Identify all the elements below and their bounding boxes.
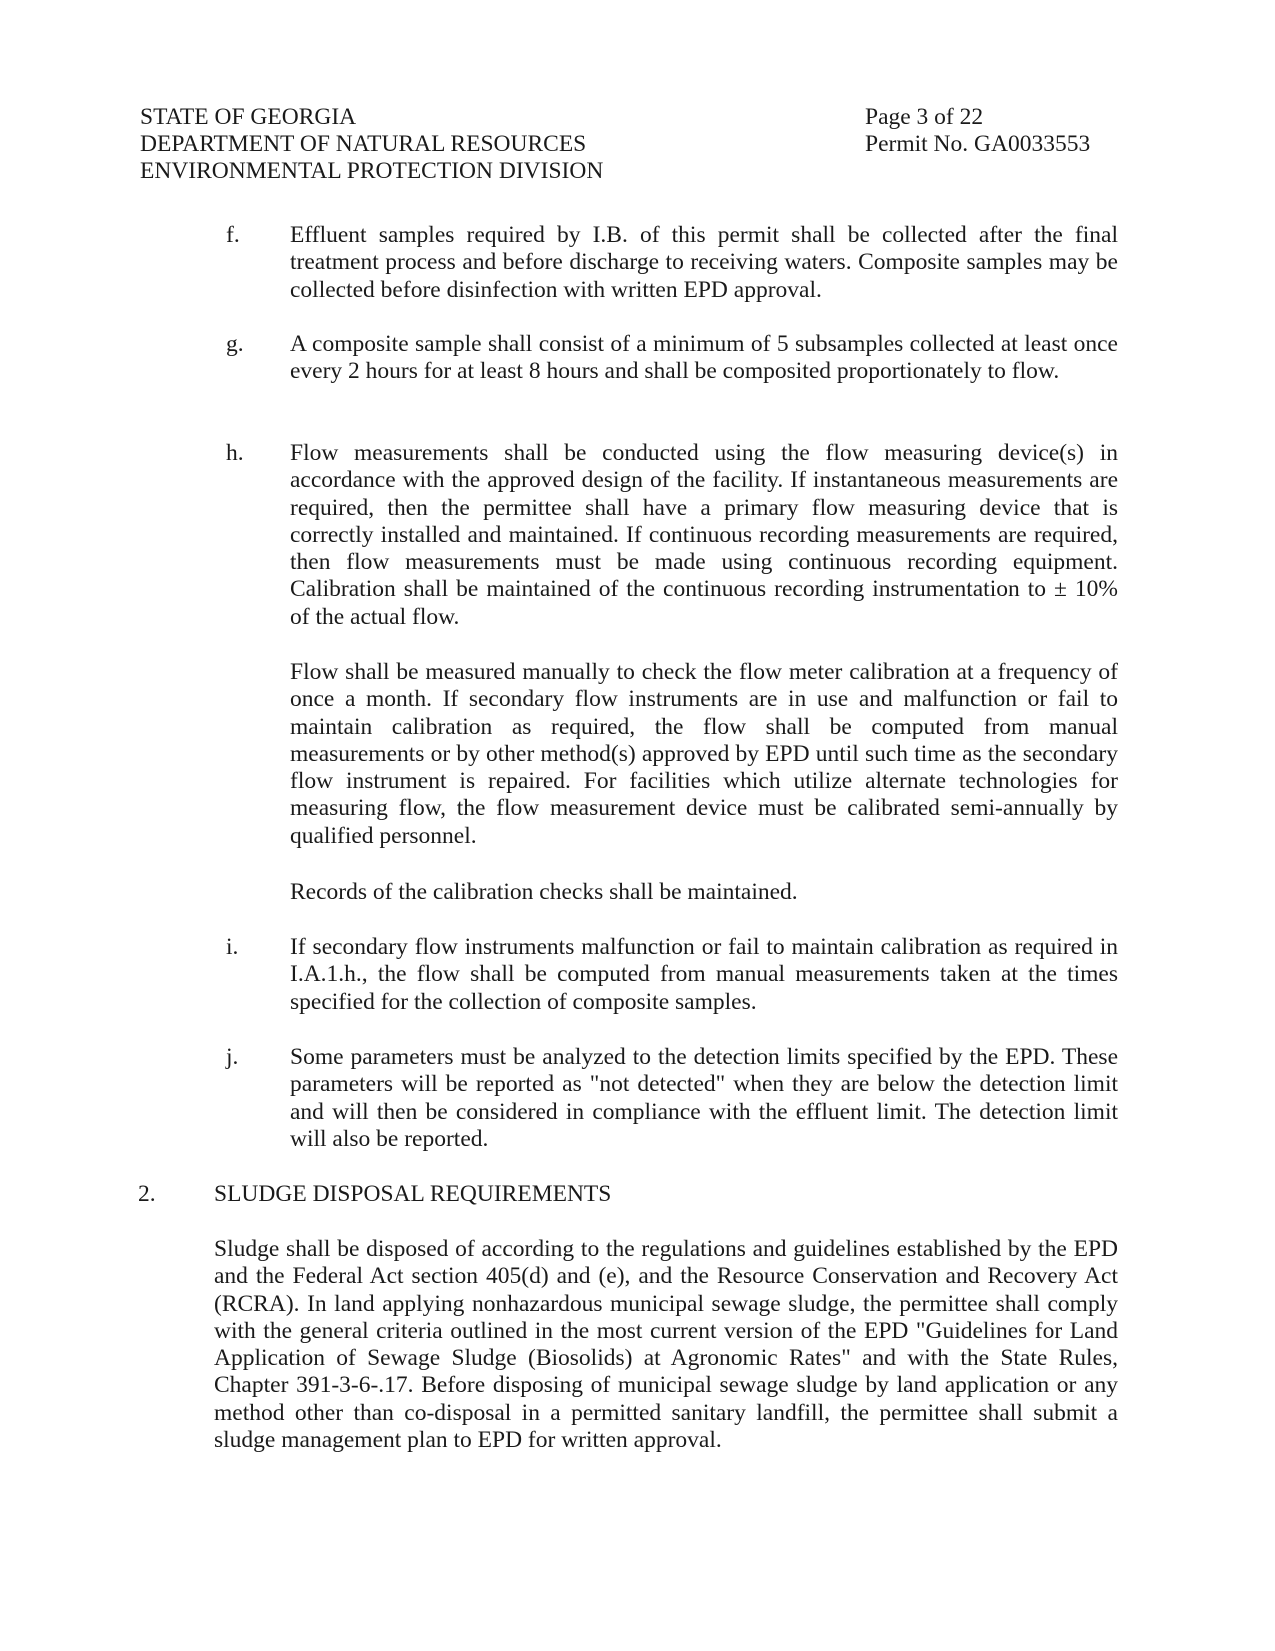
item-paragraph: Some parameters must be analyzed to the detection limits specified by the EPD. These parameters will be reported as "not detected" when they are below the detection limit and will then be considered in compliance with the effluent limit. The detection limit will also be reported. — [290, 1044, 1118, 1152]
item-marker: i. — [226, 934, 239, 960]
agency-header — [140, 104, 603, 185]
item-paragraph: Flow shall be measured manually to check the flow meter calibration at a frequency of once a month. If secondary flow instruments are in use and malfunction or fail to maintain calibration as required, the flow shall be computed from manual measurements or by other method(s) approved by EPD until such time as the secondary flow instrument is repaired. For facilities which utilize alternate technologies for measuring flow, the flow measurement device must be calibrated semi-annually by qualified personnel. — [290, 659, 1118, 849]
item-marker: j. — [226, 1044, 239, 1070]
page-number: Page 3 of 22 — [865, 104, 984, 130]
section-title: SLUDGE DISPOSAL REQUIREMENTS — [214, 1181, 612, 1207]
state-name: STATE OF GEORGIA — [140, 104, 357, 130]
section-number: 2. — [138, 1181, 156, 1207]
item-paragraph: If secondary flow instruments malfunction or fail to maintain calibration as required in I.A.1.h., the flow shall be computed from manual measurements taken at the times specified for the collection of composite samples. — [290, 934, 1118, 1015]
item-paragraph: Effluent samples required by I.B. of this permit shall be collected after the final treatment process and before discharge to receiving waters. Composite samples may be collected before disinfection with written EPD approval. — [290, 222, 1118, 303]
item-paragraph: A composite sample shall consist of a minimum of 5 subsamples collected at least once every 2 hours for at least 8 hours and shall be composited proportionately to flow. — [290, 331, 1118, 385]
permit-number: Permit No. GA0033553 — [865, 131, 1091, 157]
item-marker: g. — [226, 331, 244, 357]
department-name: DEPARTMENT OF NATURAL RESOURCES — [140, 131, 587, 157]
item-paragraph: Flow measurements shall be conducted using the flow measuring device(s) in accordance with the approved design of the facility. If instantaneous measurements are required, then the permittee shall have a primary flow measuring device that is correctly installed and maintained. If continuous recording measurements are required, then flow measurements must be made using continuous recording equipment. Calibration shall be maintained of the continuous recording instrumentation to ± 10% of the actual flow. — [290, 440, 1118, 630]
item-marker: f. — [226, 222, 240, 248]
section-paragraph: Sludge shall be disposed of according to the regulations and guidelines established by the EPD and the Federal Act section 405(d) and (e), and the Resource Conservation and Recovery Act (RCRA). In land applying nonhazardous municipal sewage sludge, the permittee shall comply with the general criteria outlined in the most current version of the EPD "Guidelines for Land Application of Sewage Sludge (Biosolids) at Agronomic Rates" and with the State Rules, Chapter 391-3-6-.17. Before disposing of municipal sewage sludge by land application or any method other than co-disposal in a permitted sanitary landfill, the permittee shall submit a sludge management plan to EPD for written approval. — [214, 1236, 1118, 1454]
page-info — [865, 104, 1090, 158]
item-marker: h. — [226, 440, 244, 466]
division-name: ENVIRONMENTAL PROTECTION DIVISION — [140, 158, 604, 184]
item-paragraph: Records of the calibration checks shall be maintained. — [290, 879, 798, 905]
